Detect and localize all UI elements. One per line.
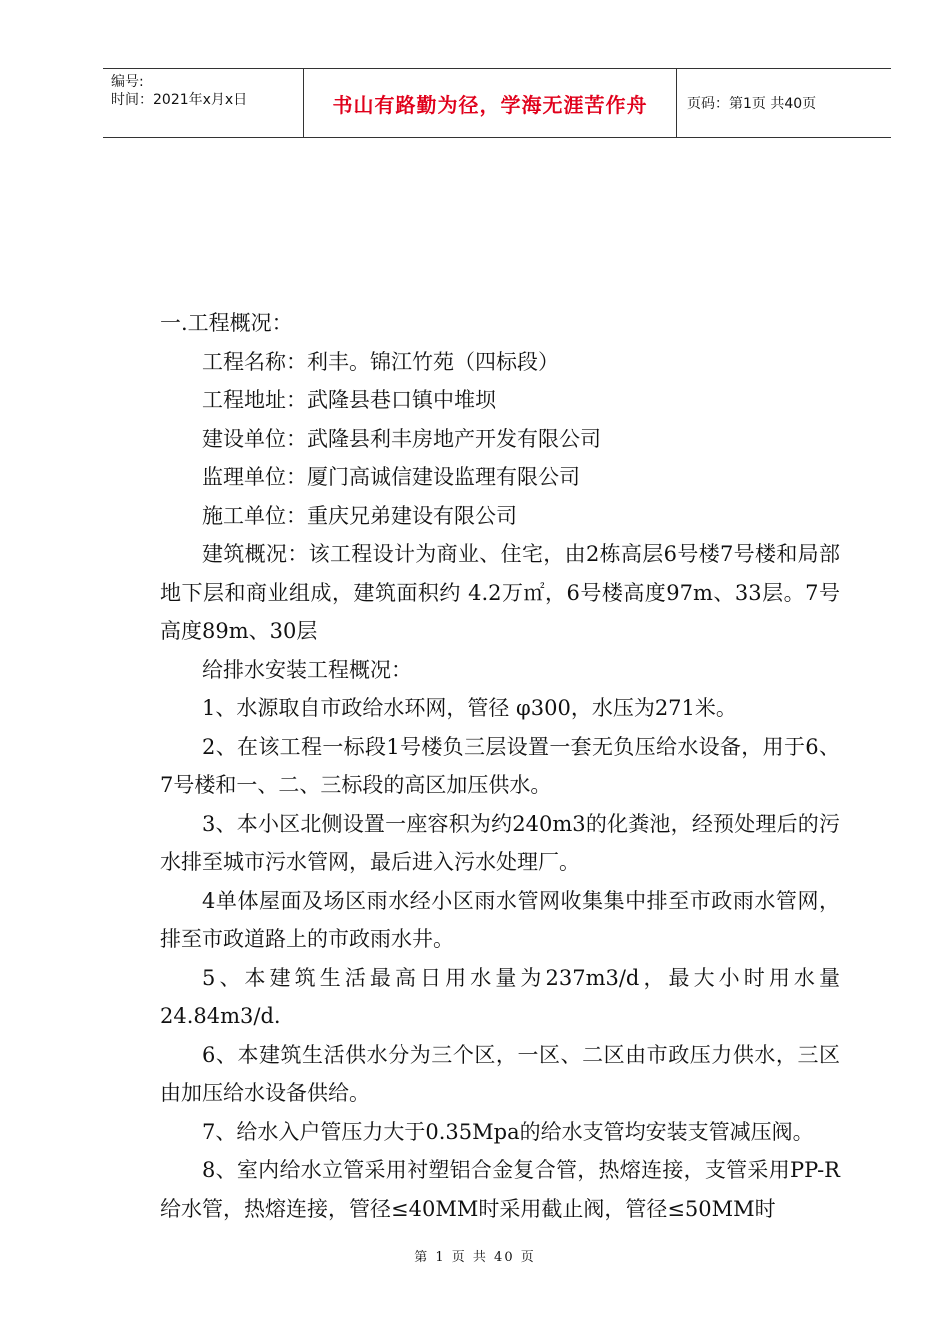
section-heading: 一.工程概况： <box>160 311 293 335</box>
page-header <box>103 68 891 138</box>
list-item: 1、水源取自市政给水环网，管径 φ300，水压为271米。 <box>202 696 737 720</box>
list-item: 3、本小区北侧设置一座容积为约240m3的化粪池，经预处理后的污水排至城市污水管网，最后进入污水处理厂。 <box>160 811 840 874</box>
header-page-info <box>677 69 891 137</box>
list-item: 4单体屋面及场区雨水经小区雨水管网收集集中排至市政雨水管网，排至市政道路上的市政雨水井。 <box>160 888 840 951</box>
date-label: 时间：2021年x月x日 <box>111 92 248 108</box>
header-motto-cell <box>303 69 677 137</box>
building-overview: 建筑概况：该工程设计为商业、住宅，由2栋高层6号楼7号楼和局部地下层和商业组成，建筑面积约 4.2万㎡，6号楼高度97m、33层。7号高度89m、30层 <box>160 542 840 643</box>
supervisor: 监理单位：厦门高诚信建设监理有限公司 <box>202 465 580 489</box>
page-info: 页码：第1页 共40页 <box>687 96 817 112</box>
list-item: 5、本建筑生活最高日用水量为237m3/d，最大小时用水量24.84m3/d. <box>160 965 840 1028</box>
code-label: 编号: <box>111 74 144 90</box>
list-item: 2、在该工程一标段1号楼负三层设置一套无负压给水设备，用于6、7号楼和一、二、三标段的高区加压供水。 <box>160 734 840 797</box>
footer-page-number: 第 1 页 共 40 页 <box>414 1250 536 1265</box>
list-item: 8、室内给水立管采用衬塑铝合金复合管，热熔连接，支管采用PP-R给水管，热熔连接，管径≤40MM时采用截止阀，管径≤50MM时 <box>160 1158 840 1221</box>
owner: 建设单位：武隆县利丰房地产开发有限公司 <box>202 426 601 451</box>
plumbing-heading: 给排水安装工程概况： <box>202 657 412 682</box>
document-body <box>160 304 840 1228</box>
list-item: 6、本建筑生活供水分为三个区，一区、二区由市政压力供水，三区由加压给水设备供给。 <box>160 1042 840 1105</box>
motto: 书山有路勤为径，学海无涯苦作舟 <box>332 92 648 117</box>
contractor: 施工单位：重庆兄弟建设有限公司 <box>202 503 517 528</box>
project-address: 工程地址：武隆县巷口镇中堆坝 <box>202 388 496 412</box>
header-meta <box>103 69 303 137</box>
project-name: 工程名称：利丰。锦江竹苑（四标段） <box>202 349 559 374</box>
list-item: 7、给水入户管压力大于0.35Mpa的给水支管均安装支管减压阀。 <box>202 1119 814 1144</box>
page-footer <box>0 1246 950 1265</box>
